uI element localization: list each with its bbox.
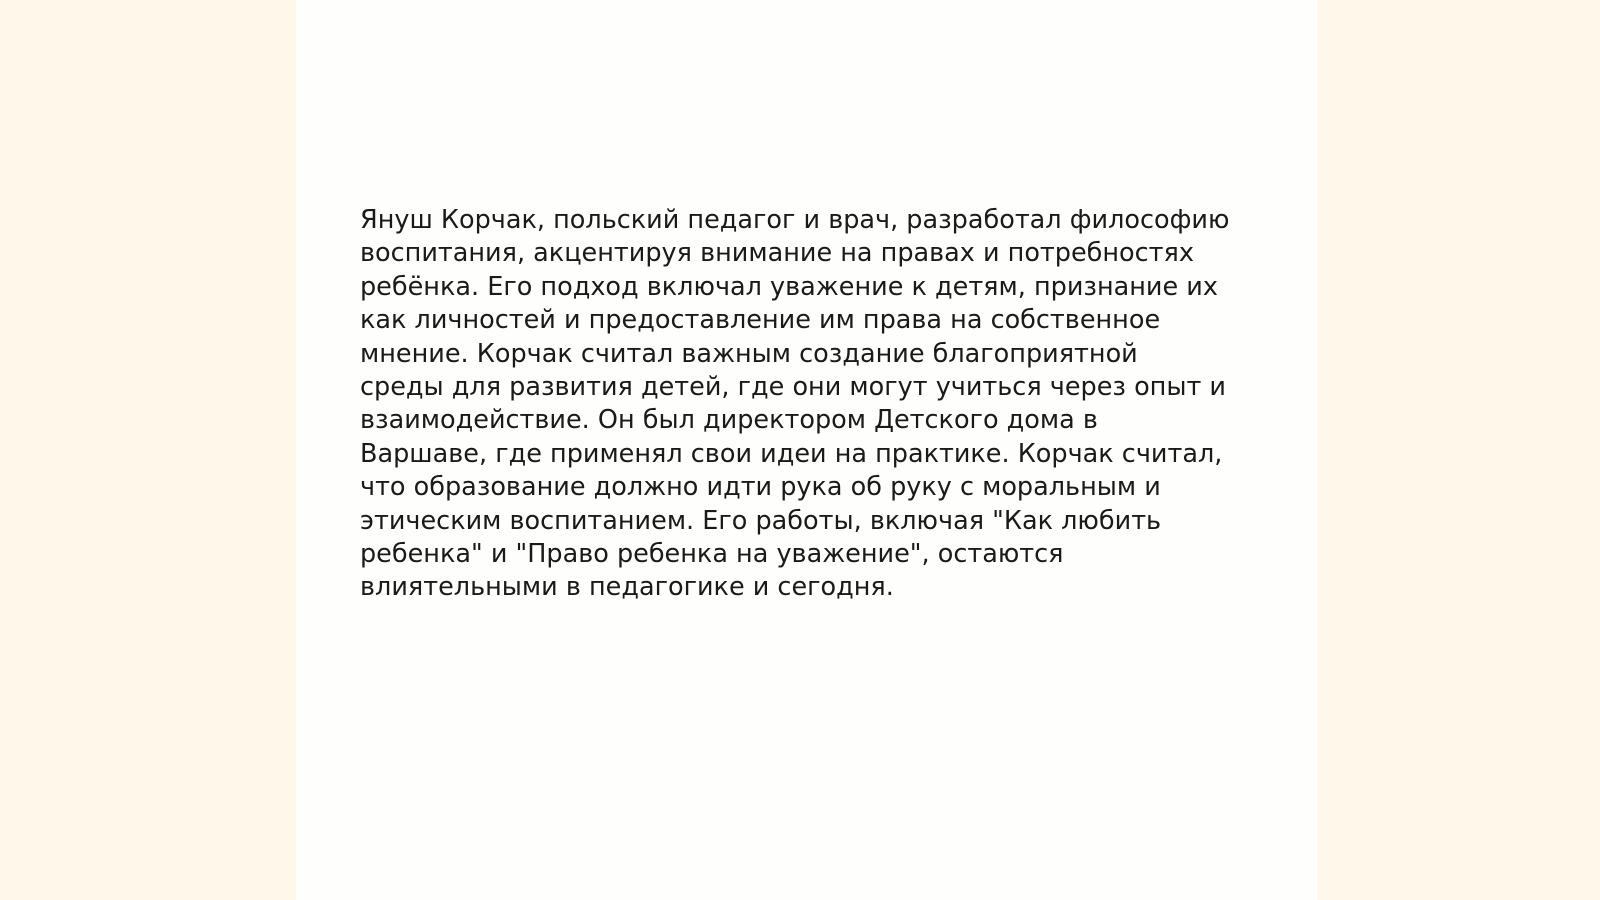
body-paragraph: Януш Корчак, польский педагог и врач, разработал философию воспитания, акцентируя внимание на правах и потребностях ребёнка. Его подход включал уважение к детям, признание их как личностей и предоставление им права на собственное мнение. Корчак считал важным создание благоприятной среды для развития детей, где они могут учиться через опыт и взаимодействие. Он был директором Детского дома в Варшаве, где применял свои идеи на практике. Корчак считал, что образование должно идти рука об руку с моральным и этическим воспитанием. Его работы, включая "Как любить ребенка" и "Право ребенка на уважение", остаются влиятельными в педагогике и сегодня. <box>360 205 1230 603</box>
slide-page <box>296 0 1317 900</box>
